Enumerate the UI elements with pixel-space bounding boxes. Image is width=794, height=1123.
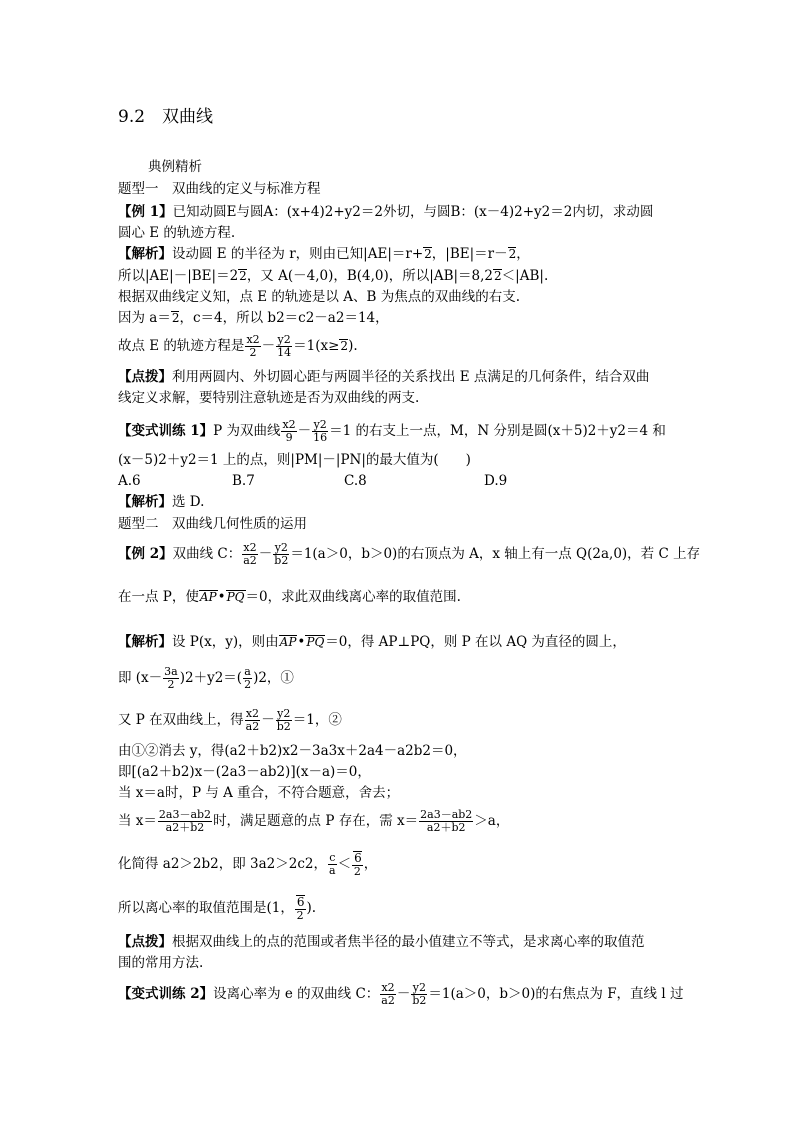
example1-tag: 【例 1】 [118, 204, 173, 220]
solution2-line4: 由①②消去 y，得(a2＋b2)x2－3a3x＋2a4－a2b2＝0， [118, 743, 467, 759]
variant1-line2: (x－5)2＋y2＝1 上的点，则|PM|－|PN|的最大值为( ) [118, 452, 471, 468]
text: )2，① [253, 670, 294, 686]
example1-text: 已知动圆E与圆A：(x+4)2+y2＝2外切，与圆B：(x－4)2+y2＝2内切，求动圆 [172, 204, 654, 220]
denominator: b2 [276, 720, 291, 733]
numerator: 2a3－ab2 [420, 808, 473, 821]
text: ＝1(a＞0，b＞0)的右顶点为 A，x 轴上有一点 Q(2a,0)，若 C 上存 [290, 546, 701, 562]
text: 设离心率为 e 的双曲线 C： [213, 986, 380, 1002]
fraction [295, 895, 306, 922]
denominator: a2 [381, 994, 395, 1007]
sqrt: 2 [239, 269, 247, 283]
text: 利用两圆内、外切圆心距与两圆半径的关系找出 E 点满足的几何条件，结合双曲 [172, 369, 650, 385]
vector-pq: PQ [226, 590, 245, 604]
text: ＝1 的右支上一点，M，N 分别是圆(x＋5)2＋y2＝4 和 [329, 423, 666, 439]
denominator: a [329, 864, 336, 877]
solution1-line3: 根据双曲线定义知，点 E 的轨迹是以 A、B 为焦点的双曲线的右支. [118, 289, 520, 305]
dot: • [217, 589, 226, 605]
numerator: x2 [282, 418, 296, 431]
text: ，又 A(－4,0)，B(4,0)，所以|AB|＝8,2 [246, 268, 494, 284]
denominator: 14 [277, 346, 292, 359]
fraction [242, 542, 258, 567]
solution1-line4 [118, 309, 389, 327]
text: 故点 E 的轨迹方程是 [118, 338, 245, 354]
text: 选 D. [172, 494, 205, 510]
denominator: b2 [412, 994, 427, 1007]
vector-pq: PQ [306, 635, 325, 649]
denominator: a2 [243, 554, 257, 567]
solution-tag: 【解析】 [118, 494, 172, 510]
variant2-tag: 【变式训练 2】 [118, 986, 214, 1002]
variant2-line1: 【变式训练 2】设离心率为 e 的双曲线 C： $\frac{x2}{a2}$ － $\frac{y2}{b2}$ ＝1(a＞0，b＞0)的右焦点为 F，直线 l 过 [118, 981, 684, 1007]
example2-line2 [118, 588, 461, 606]
dot: • [297, 634, 306, 650]
fraction [312, 419, 328, 444]
text: 当 x＝ [118, 813, 157, 829]
fraction [281, 419, 296, 444]
tip1-line2: 线定义求解，要特别注意轨迹是否为双曲线的两支. [118, 390, 420, 406]
text: P 为双曲线 [213, 423, 281, 439]
denominator: 16 [313, 431, 328, 444]
option-b: B.7 [232, 473, 255, 489]
text: ＝1(a＞0，b＞0)的右焦点为 F，直线 l 过 [428, 986, 684, 1002]
vector-ap: AP [199, 590, 217, 604]
fraction [276, 334, 292, 359]
numerator: y2 [313, 418, 327, 431]
example2-line1: 【例 2】双曲线 C： $\frac{x2}{a2}$ － $\frac{y2}{b2}$ ＝1(a＞0，b＞0)的右顶点为 A，x 轴上有一点 Q(2a,0)，若 C 上存 [118, 541, 701, 567]
denominator: a2＋b2 [426, 821, 466, 834]
example1-line2: 圆心 E 的轨迹方程. [118, 225, 236, 241]
text: ，|BE|＝r－ [431, 246, 508, 262]
text: ＝1(x≥ [293, 338, 340, 354]
text: ＜ [337, 856, 352, 872]
fraction [163, 666, 179, 691]
text: 双曲线 C： [172, 546, 242, 562]
section-label: 典例精析 [148, 159, 202, 175]
tip2-line2: 围的常用方法. [118, 955, 204, 971]
tip2-tag: 【点拨】 [118, 934, 172, 950]
numerator: 2a3－ab2 [158, 808, 212, 821]
solution2-line2 [118, 665, 294, 691]
page-title: 9.2 双曲线 [118, 107, 214, 127]
solution2-line6: 当 x＝a时，P 与 A 重合，不符合题意，舍去； [118, 785, 400, 801]
numerator: y2 [274, 541, 288, 554]
text: 化简得 a2＞2b2，即 3a2＞2c2， [118, 856, 328, 872]
text: ＝0，得 AP⊥PQ，则 P 在以 AQ 为直径的圆上， [325, 634, 626, 650]
denominator: a2 [245, 720, 260, 733]
variant1-tag: 【变式训练 1】 [118, 423, 214, 439]
option-c: C.8 [344, 473, 367, 489]
variant1-line1: 【变式训练 1】P 为双曲线 $\frac{x2}{9}$ － $\frac{y2}{16}$ ＝1 的右支上一点，M，N 分别是圆(x＋5)2＋y2＝4 和 [118, 418, 666, 444]
denominator: 9 [285, 431, 293, 444]
fraction [245, 708, 261, 733]
tip1-tag: 【点拨】 [118, 369, 172, 385]
denominator: 2 [296, 909, 304, 922]
fraction [243, 666, 252, 691]
sqrt: 2 [424, 247, 432, 261]
solution1-line2 [118, 267, 548, 285]
text: 在一点 P，使 [118, 589, 199, 605]
text: 即 (x－ [118, 670, 163, 686]
option-d: D.9 [484, 473, 508, 489]
solution1-line5: 故点 E 的轨迹方程是 $\frac{x2}{2}$ － $\frac{y2}{14}$ ＝1(x≥2). [118, 333, 358, 359]
fraction [419, 809, 473, 834]
denominator: b2 [274, 554, 289, 567]
sqrt: 2 [171, 311, 180, 325]
solution2-line3: 又 P 在双曲线上，得 $\frac{x2}{a2}$ － $\frac{y2}{b2}$ ＝1，② [118, 707, 342, 733]
numerator: y2 [412, 981, 426, 994]
text: ＞a， [474, 813, 510, 829]
solution2-tag: 【解析】 [118, 634, 172, 650]
text: 又 P 在双曲线上，得 [118, 712, 244, 728]
denominator: 2 [249, 346, 257, 359]
fraction [158, 809, 212, 834]
numerator: x2 [381, 981, 395, 994]
solution1-tag: 【解析】 [118, 246, 172, 262]
solution2-line7 [118, 808, 509, 834]
denominator: 2 [244, 678, 252, 691]
solution2-line9 [118, 895, 316, 922]
text: ， [363, 856, 378, 872]
example1 [118, 203, 653, 221]
type1-heading: 题型一 双曲线的定义与标准方程 [118, 181, 321, 197]
example2-tag: 【例 2】 [118, 546, 173, 562]
vector-ap: AP [279, 635, 297, 649]
option-a: A.6 [118, 473, 141, 489]
fraction [352, 851, 363, 878]
numerator: c [329, 851, 336, 864]
text: 所以|AE|－|BE|＝2 [118, 268, 239, 284]
text: ＜|AB|. [501, 268, 549, 284]
fraction [273, 542, 289, 567]
sqrt: 2 [494, 269, 502, 283]
text: 时，满足题意的点 P 存在，需 x＝ [213, 813, 419, 829]
text: 根据双曲线上的点的范围或者焦半径的最小值建立不等式，是求离心率的取值范 [172, 934, 645, 950]
text: 设 P(x，y)，则由 [172, 634, 279, 650]
fraction [411, 982, 427, 1007]
numerator: 3a [164, 665, 178, 678]
sqrt: 2 [508, 247, 517, 261]
text: )2＋y2＝( [179, 670, 243, 686]
numerator: y2 [277, 333, 291, 346]
numerator: y2 [277, 707, 291, 720]
denominator: 2 [353, 865, 361, 878]
solution-variant1 [118, 493, 204, 511]
text: ， [516, 246, 530, 262]
denominator: a2＋b2 [165, 821, 205, 834]
sqrt: 6 [296, 895, 305, 909]
text: ＝1，② [292, 712, 342, 728]
numerator: x2 [243, 541, 257, 554]
text: ). [348, 338, 358, 354]
text: 因为 a＝ [118, 310, 171, 326]
sqrt: 2 [340, 339, 349, 353]
numerator: x2 [245, 707, 260, 720]
numerator: x2 [246, 333, 260, 346]
solution2-line8 [118, 851, 377, 878]
text: ). [306, 900, 317, 916]
solution1-line1 [118, 245, 530, 263]
numerator: a [244, 665, 251, 678]
solution2-line5: 即[(a2＋b2)x－(2a3－ab2)](x－a)＝0， [118, 764, 371, 780]
solution2-line1 [118, 633, 626, 651]
fraction [380, 982, 396, 1007]
text: ＝0，求此双曲线离心率的取值范围. [245, 589, 461, 605]
text: 设动圆 E 的半径为 r，则由已知|AE|＝r+ [172, 246, 424, 262]
sqrt: 6 [354, 851, 362, 865]
text: 所以离心率的取值范围是(1， [118, 900, 294, 916]
tip2-line1 [118, 933, 645, 951]
tip1-line1 [118, 368, 649, 386]
type2-heading: 题型二 双曲线几何性质的运用 [118, 516, 307, 532]
denominator: 2 [167, 678, 175, 691]
fraction [245, 334, 260, 359]
fraction [276, 708, 292, 733]
fraction [328, 852, 337, 877]
text: ，c＝4，所以 b2＝c2－a2＝14， [179, 310, 389, 326]
